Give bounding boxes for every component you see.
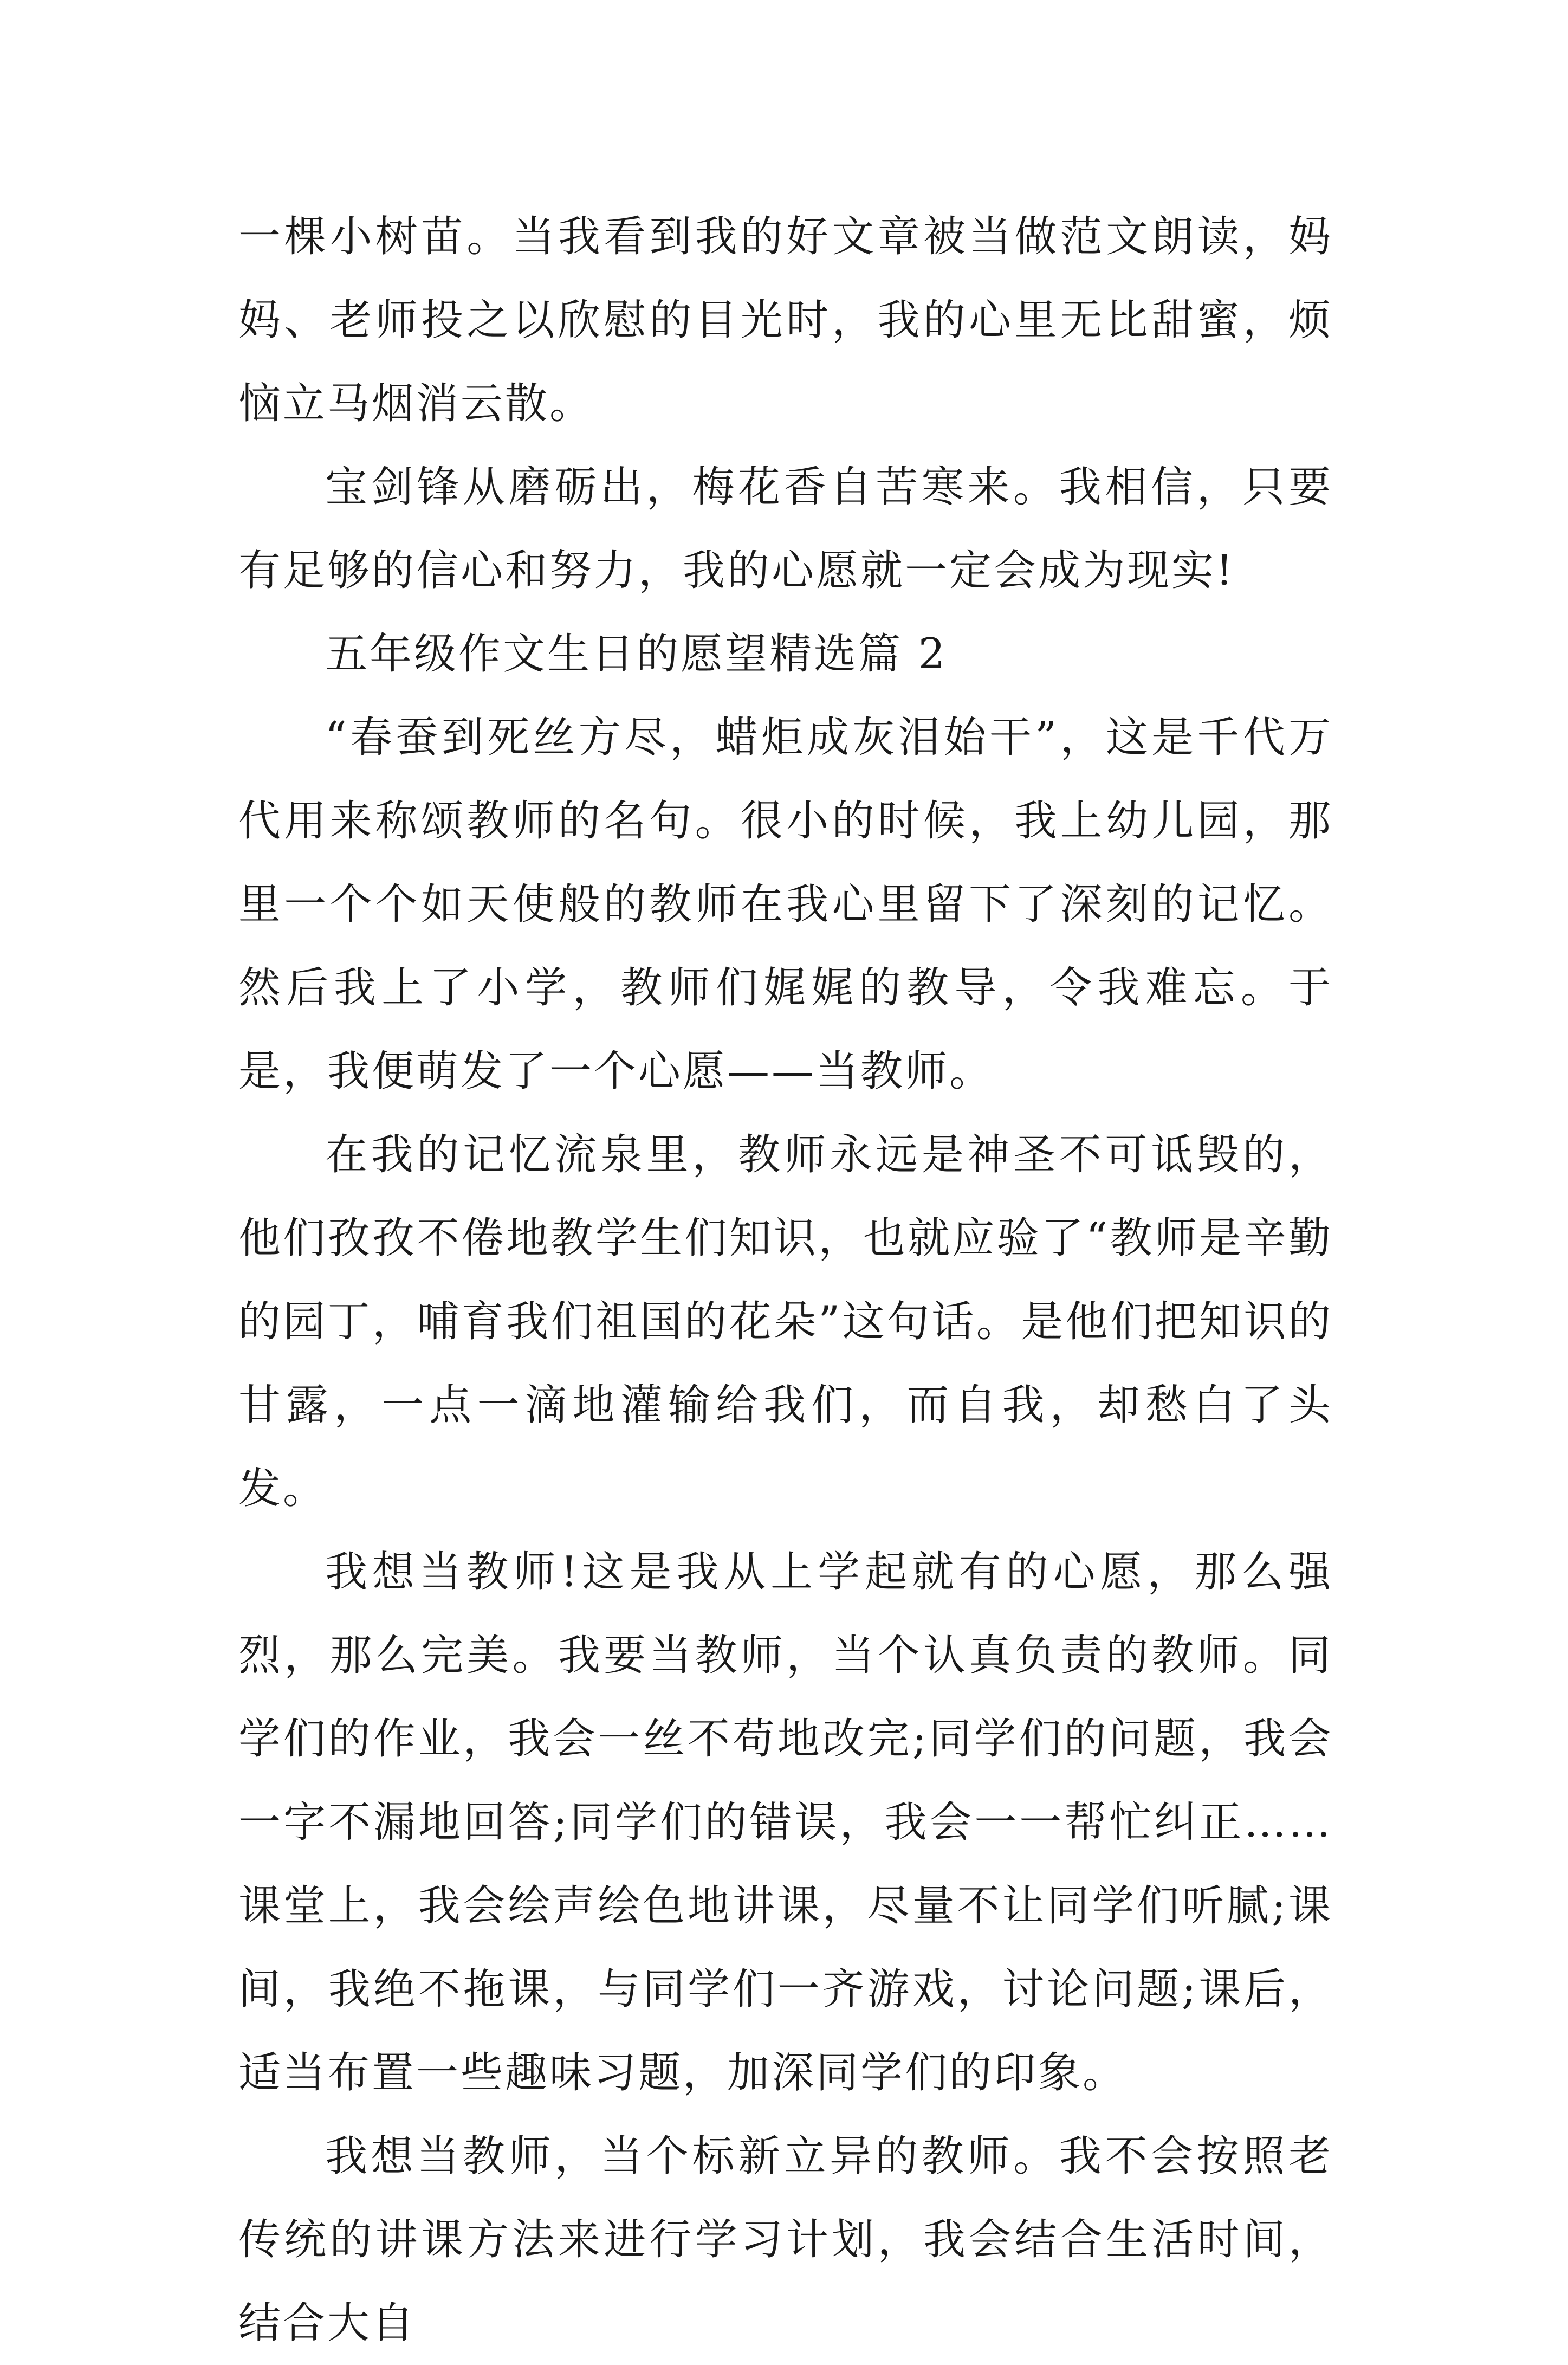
- paragraph-4: 在我的记忆流泉里，教师永远是神圣不可诋毁的，他们孜孜不倦地教学生们知识，也就应验了“教师是辛勤的园丁，哺育我们祖国的花朵”这句话。是他们把知识的甘露，一点一滴地灌输给我们，而自我，却愁白了头发。: [238, 1130, 1333, 1513]
- paragraph-2: 宝剑锋从磨砺出，梅花香自苦寒来。我相信，只要有足够的信心和努力，我的心愿就一定会成为现实!: [238, 463, 1333, 595]
- paragraph-5: 我想当教师!这是我从上学起就有的心愿，那么强烈，那么完美。我要当教师，当个认真负责的教师。同学们的作业，我会一丝不苟地改完;同学们的问题，我会一字不漏地回答;同学们的错误，我会一一帮忙纠正……课堂上，我会绘声绘色地讲课，尽量不让同学们听腻;课间，我绝不拖课，与同学们一齐游戏，讨论问题;课后，适当布置一些趣味习题，加深同学们的印象。: [238, 1548, 1333, 2097]
- document-body: [238, 195, 1333, 2365]
- paragraph-3: “春蚕到死丝方尽，蜡炬成灰泪始干”，这是千代万代用来称颂教师的名句。很小的时候，我上幼儿园，那里一个个如天使般的教师在我心里留下了深刻的记忆。然后我上了小学，教师们娓娓的教导，令我难忘。于是，我便萌发了一个心愿——当教师。: [238, 713, 1333, 1096]
- section-heading: 五年级作文生日的愿望精选篇 2: [325, 630, 948, 679]
- paragraph-6: 我想当教师，当个标新立异的教师。我不会按照老传统的讲课方法来进行学习计划，我会结合生活时间，结合大自: [238, 2132, 1333, 2348]
- paragraph-1: 一棵小树苗。当我看到我的好文章被当做范文朗读，妈妈、老师投之以欣慰的目光时，我的心里无比甜蜜，烦恼立马烟消云散。: [238, 212, 1333, 428]
